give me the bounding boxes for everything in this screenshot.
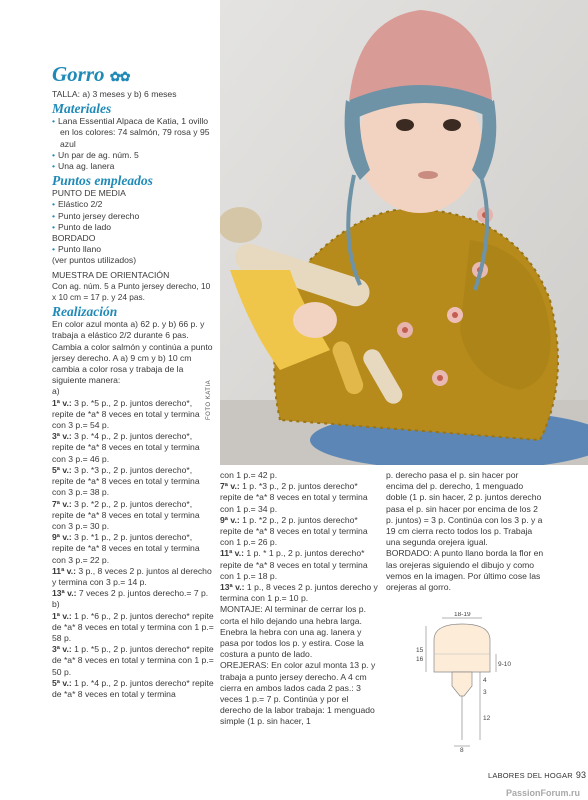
pattern-title <box>52 62 214 89</box>
bordado-label: BORDADO <box>52 233 96 244</box>
row-number: 3ª v.: <box>52 431 72 442</box>
instruction-row <box>52 532 214 566</box>
puntos-heading: Puntos empleados <box>52 173 153 189</box>
photo-credit: FOTO KATIA <box>206 379 212 420</box>
row-number: 9ª v.: <box>52 532 72 543</box>
instruction-row <box>220 548 378 582</box>
row-text: 1 p. *5 p., 2 p. juntos derecho* repite de *a* 8 veces en total y termina con 1 p.= 50 p. <box>52 644 214 677</box>
instruction-row <box>52 644 214 678</box>
realizacion-intro: En color azul monta a) 62 p. y b) 66 p. y trabaja a elástico 2/2 durante 6 pas. Cambia a color salmón y continúa a punto jersey derecho. A a) 9 cm y b) 10 cm cambia a color rosa y trabaja de la siguiente manera: <box>52 319 213 386</box>
row-number: 13ª v.: <box>220 582 245 593</box>
instruction-row <box>52 588 214 599</box>
orejeras-continued: p. derecho pasa el p. sin hacer por encima del p. derecho, 1 menguado doble (1 p. sin hacer, 2 p. juntos derecho pasa el p. sin hacer por encima de los 2 p. juntos) = 3 p. Continúa con los 3 p. y a 19 cm cierra recto todos los p. Trabaja una segunda orejera igual. <box>386 470 543 548</box>
size-b-rows <box>52 611 214 701</box>
instruction-row <box>52 465 214 499</box>
talla-value: a) 3 meses y b) 6 meses <box>82 89 177 99</box>
instruction-row <box>52 678 214 700</box>
muestra-text: Con ag. núm. 5 a Punto jersey derecho, 10 x 10 cm = 17 p. y 24 pas. <box>52 280 211 303</box>
row-text: 1 p. *3 p., 2 p. juntos derecho* repite de *a* 8 veces en total y termina con 1 p.= 34 p. <box>220 481 368 514</box>
talla-line <box>52 89 214 100</box>
bordado-text: A punto llano borda la flor en las orejeras siguiendo el dibujo y como vemos en la imagen. Por último cose las orejeras al gorro. <box>386 548 544 593</box>
row-text: 3 p. *1 p., 2 p. juntos derecho*, repite de *a* 8 veces en total y termina con 3 p.= 22 p. <box>52 532 200 565</box>
page-footer <box>488 770 586 780</box>
row-number: 3ª v.: <box>52 644 72 655</box>
materiales-heading: Materiales <box>52 101 112 117</box>
row-text: 3 p. *5 p., 2 p. juntos derecho*, repite de *a* 8 veces en total y termina con 3 p.= 54 p. <box>52 397 200 431</box>
punto-item: • Punto de lado <box>52 222 214 233</box>
schema-top: 18-19 <box>454 612 471 618</box>
montaje-paragraph <box>220 604 378 660</box>
bordado-instr-label: BORDADO: <box>386 548 432 559</box>
row-text: 1 p. *4 p., 2 p. juntos derecho* repite de *a* 8 veces en total y termina <box>52 677 214 699</box>
row-number: 1ª v.: <box>52 397 72 408</box>
talla-label: TALLA: <box>52 89 81 99</box>
montaje-label: MONTAJE: <box>220 604 263 615</box>
row-text: 1 p. *2 p., 2 p. juntos derecho* repite de *a* 8 veces en total y termina con 1 p.= 26 p. <box>220 514 368 548</box>
row-text: 3 p. *3 p., 2 p. juntos derecho*, repite de *a* 8 veces en total y termina con 3 p.= 38 p. <box>52 464 200 498</box>
row-number: 7ª v.: <box>52 498 72 509</box>
hat-schema-diagram <box>414 612 524 752</box>
instruction-row <box>52 611 214 645</box>
instruction-row <box>52 566 214 588</box>
instruction-row <box>220 481 378 515</box>
row-text: 3 p., 8 veces 2 p. juntos al derecho y termina con 3 p.= 14 p. <box>52 565 212 587</box>
instruction-row <box>52 499 214 533</box>
schema-left2: 16 <box>416 656 424 663</box>
material-item: • Un par de ag. núm. 5 <box>52 150 214 161</box>
punto-media-label: PUNTO DE MEDIA <box>52 188 126 199</box>
column-3 <box>386 470 544 593</box>
baby-photo <box>220 0 588 465</box>
instruction-row <box>220 515 378 549</box>
row-text: 1 p. *6 p., 2 p. juntos derecho* repite de *a* 8 veces en total y termina con 1 p.= 58 p. <box>52 610 214 643</box>
row-number: 5ª v.: <box>52 464 72 475</box>
row-text: 1 p. * 1 p., 2 p. juntos derecho* repite de *a* 8 veces en total y termina con 1 p.= 18 p. <box>220 548 368 581</box>
bordado-paragraph <box>386 548 544 593</box>
orejeras-paragraph <box>220 660 378 727</box>
schema-bottom: 8 <box>460 747 464 752</box>
size-a-rows <box>52 398 214 600</box>
size-b-rows-continued <box>220 481 378 604</box>
column-2 <box>220 470 378 728</box>
size-a-label: a) <box>52 386 60 397</box>
realizacion-heading: Realización <box>52 304 118 320</box>
magazine-name: LABORES DEL HOGAR <box>488 771 573 780</box>
material-item: • Una ag. lanera <box>52 161 214 172</box>
row-text: 3 p. *2 p., 2 p. juntos derecho*, repite de *a* 8 veces en total y termina con 3 p.= 30 p. <box>52 498 200 531</box>
row-number: 13ª v.: <box>52 588 77 599</box>
row-number: 1ª v.: <box>52 610 72 621</box>
baby-illustration <box>220 0 588 465</box>
schema-right: 9-10 <box>498 661 512 668</box>
puntos-note: (ver puntos utilizados) <box>52 255 137 266</box>
row-number: 7ª v.: <box>220 481 240 492</box>
title-text: Gorro <box>52 62 105 86</box>
punto-item: • Punto jersey derecho <box>52 211 214 222</box>
orejeras-text: En color azul monta 13 p. y trabaja a punto jersey derecho. A 4 cm cierra en ambos lados cada 2 pas.: 3 veces 1 p.= 7 p. Continúa y por el derecho de la labor trabaja: 1 menguado simple (1 p. sin hacer, 1 <box>220 660 376 727</box>
instruction-row <box>220 582 378 604</box>
muestra-label: MUESTRA DE ORIENTACIÓN <box>52 269 170 280</box>
row-text: 3 p. *4 p., 2 p. juntos derecho*, repite de *a* 8 veces en total y termina con 3 p.= 46 p. <box>52 431 200 464</box>
watermark: PassionForum.ru <box>505 788 580 798</box>
instruction-row <box>52 431 214 465</box>
punto-item: • Punto llano <box>52 244 214 255</box>
continued-line: con 1 p.= 42 p. <box>220 470 278 480</box>
schema-4: 4 <box>483 677 487 684</box>
material-item: • Lana Essential Alpaca de Katia, 1 ovillo en los colores: 74 salmón, 79 rosa y 95 azul <box>52 116 214 150</box>
punto-item: • Elástico 2/2 <box>52 199 214 210</box>
row-number: 11ª v.: <box>52 565 77 576</box>
montaje-text: Al terminar de cerrar los p. corta el hilo dejando una hebra larga. Enebra la hebra con una ag. lanera y pasa por todos los p. y estira. Cose la costura a punto de lado. <box>220 604 366 660</box>
size-b-label: b) <box>52 599 60 610</box>
row-number: 5ª v.: <box>52 677 72 688</box>
row-number: 11ª v.: <box>220 548 245 559</box>
row-text: 1 p., 8 veces 2 p. juntos derecho y termina con 1 p.= 10 p. <box>220 582 378 604</box>
schema-3: 3 <box>483 689 487 696</box>
row-text: 7 veces 2 p. juntos derecho.= 7 p. <box>76 588 209 599</box>
page-number: 93 <box>575 770 587 780</box>
schema-12: 12 <box>483 715 491 722</box>
difficulty-flower-icon: ✿✿ <box>109 69 130 84</box>
row-number: 9ª v.: <box>220 514 240 525</box>
schema-left1: 15 <box>416 647 424 654</box>
column-1 <box>52 62 214 700</box>
orejeras-label: OREJERAS: <box>220 660 269 671</box>
instruction-row <box>52 398 214 432</box>
